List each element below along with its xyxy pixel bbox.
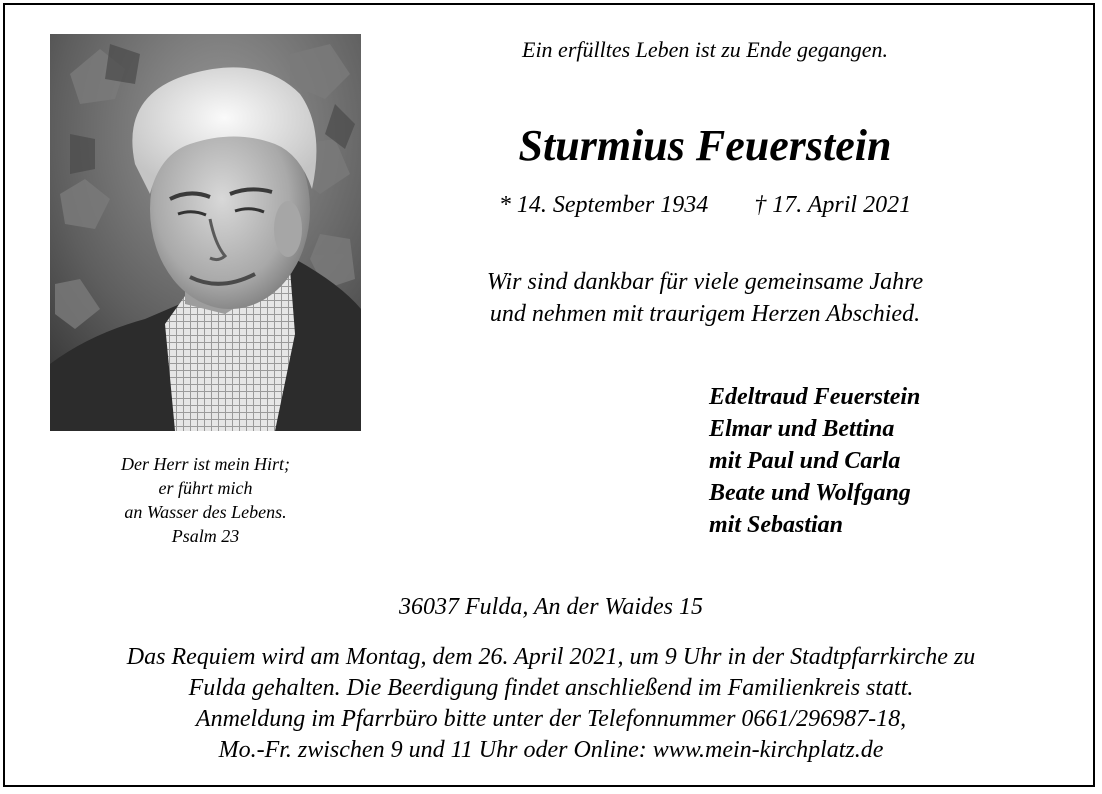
- notice-line: Das Requiem wird am Montag, dem 26. April 2021, um 9 Uhr in der Stadtpfarrkirche zu: [126, 644, 976, 670]
- bereaved-name: mit Paul und Carla: [709, 448, 901, 474]
- bereaved-name: Elmar und Bettina: [709, 416, 895, 442]
- thanks-text: [400, 266, 1010, 330]
- life-dates: [400, 190, 1010, 220]
- deceased-name: Sturmius Feuerstein: [518, 121, 892, 170]
- thanks-line: Wir sind dankbar für viele gemeinsame Jahre: [486, 269, 924, 295]
- bereaved-name: Beate und Wolfgang: [709, 480, 911, 506]
- birth-date: * 14. September 1934: [498, 192, 709, 218]
- motto-line: Ein erfülltes Leben ist zu Ende gegangen.: [522, 37, 888, 62]
- bereaved-name: mit Sebastian: [709, 512, 844, 538]
- thanks-line: und nehmen mit traurigem Herzen Abschied.: [489, 301, 921, 327]
- psalm-quote: [50, 452, 361, 548]
- death-date: † 17. April 2021: [754, 192, 912, 218]
- quote-line: an Wasser des Lebens.: [124, 502, 287, 522]
- notice-line: Fulda gehalten. Die Beerdigung findet anschließend im Familienkreis statt.: [188, 675, 914, 701]
- quote-line: er führt mich: [158, 478, 253, 498]
- portrait-photo: [50, 34, 361, 431]
- quote-line: Der Herr ist mein Hirt;: [121, 454, 290, 474]
- bereaved-name: Edeltraud Feuerstein: [709, 384, 921, 410]
- funeral-notice: [20, 642, 1082, 766]
- address-line: 36037 Fulda, An der Waides 15: [399, 594, 703, 620]
- notice-line: Anmeldung im Pfarrbüro bitte unter der Telefonnummer 0661/296987-18,: [195, 706, 907, 732]
- bereaved-list: [709, 381, 920, 541]
- notice-line: Mo.-Fr. zwischen 9 und 11 Uhr oder Online: www.mein-kirchplatz.de: [218, 737, 884, 763]
- quote-source: Psalm 23: [171, 526, 240, 546]
